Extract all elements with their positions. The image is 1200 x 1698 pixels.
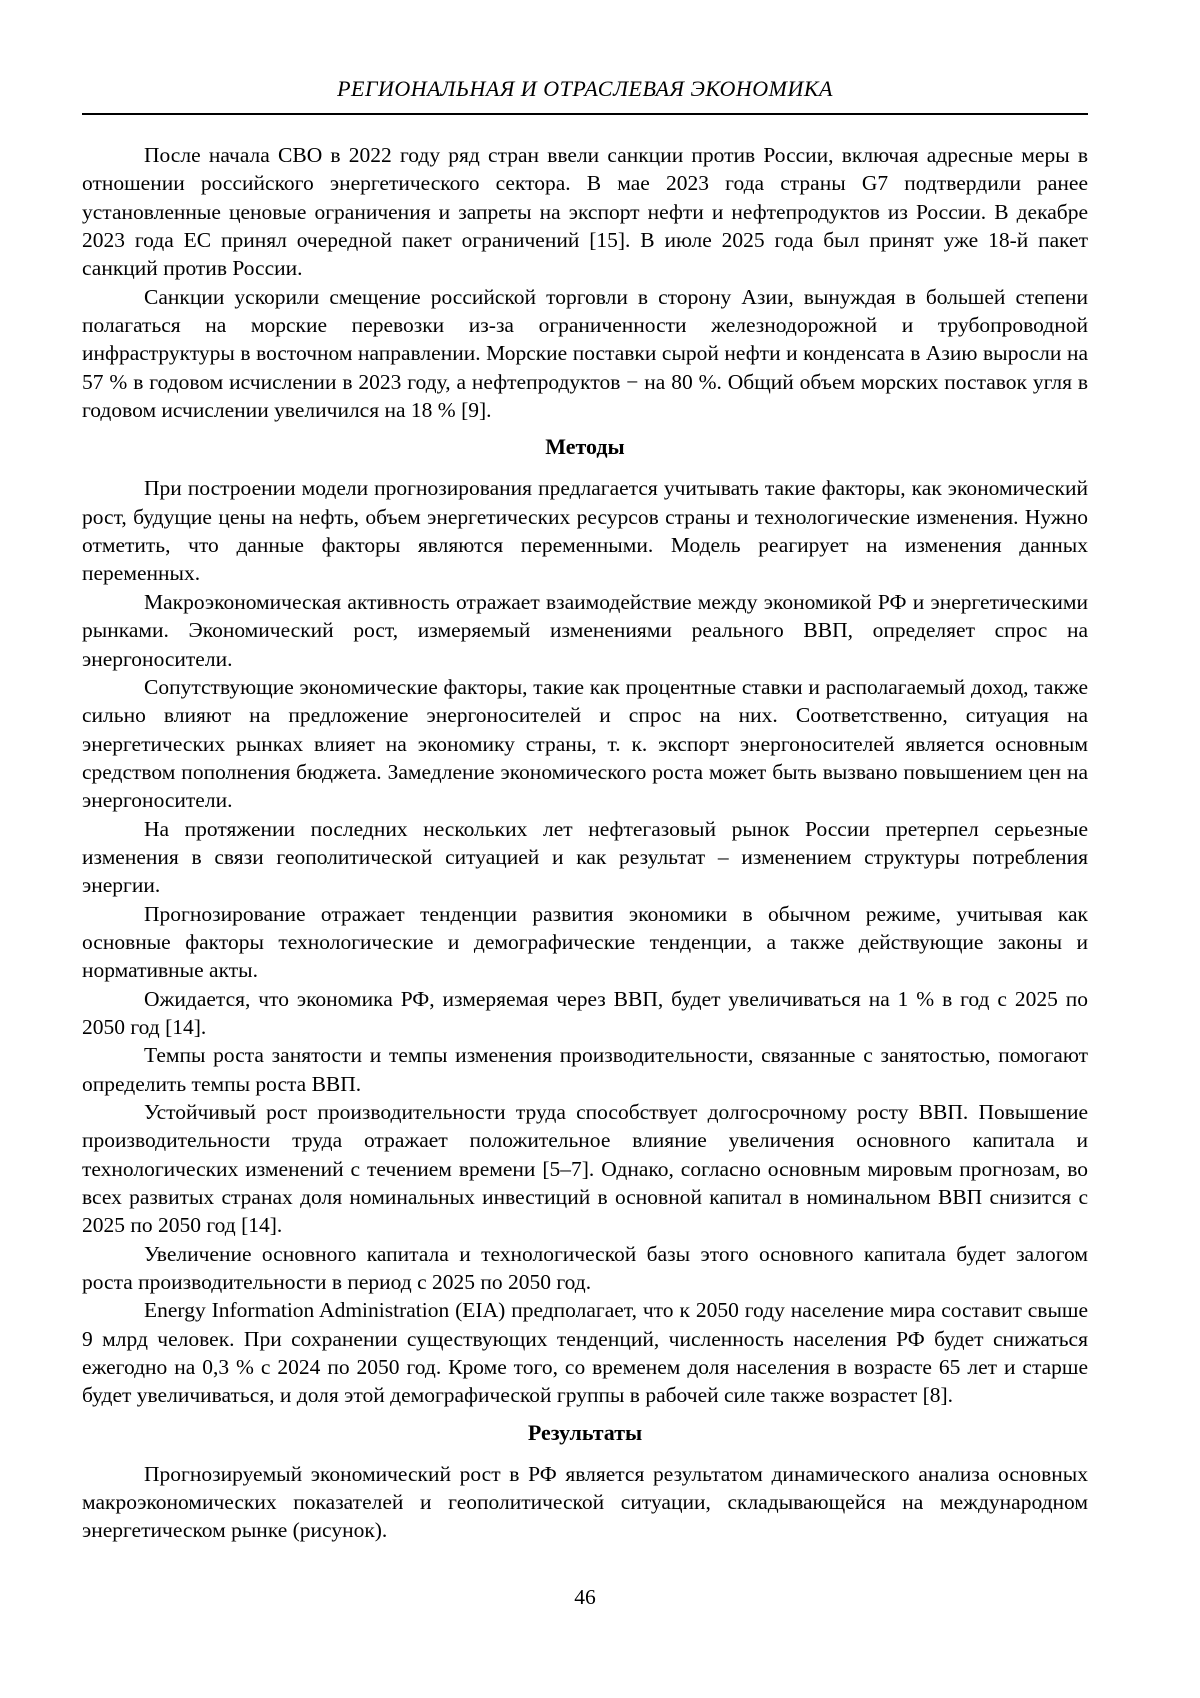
- running-head-title: РЕГИОНАЛЬНАЯ И ОТРАСЛЕВАЯ ЭКОНОМИКА: [337, 76, 833, 101]
- paragraph-employment-rates: Темпы роста занятости и темпы изменения производительности, связанные с занятостью, помогают определить темпы роста ВВП.: [82, 1043, 1088, 1096]
- section-heading-methods: Методы: [545, 434, 625, 460]
- paragraph-macro-activity: Макроэкономическая активность отражает взаимодействие между экономикой РФ и энергетическими рынками. Экономический рост, измеряемый изменениями реального ВВП, определяет спрос на энергоносители.: [82, 589, 1088, 671]
- page-number: 46: [574, 1585, 596, 1609]
- paragraph-trade-shift: Санкции ускорили смещение российской торговли в сторону Азии, вынуждая в большей степени полагаться на морские перевозки из-за ограниченности железнодорожной и трубопроводной инфраструктуры в восточном направлении. Морские поставки сырой нефти и конденсата в Азию выросли на 57 % в годовом исчислении в 2023 году, а нефтепродуктов − на 80 %. Общий объем морских поставок угля в годовом исчислении увеличился на 18 % [9].: [82, 284, 1088, 423]
- section-heading-results: Результаты: [527, 1419, 643, 1445]
- page-content: [82, 76, 1088, 1545]
- paragraph-eia-population: Energy Information Administration (EIA) предполагает, что к 2050 году население мира составит свыше 9 млрд человек. При сохранении существующих тенденций, численность населения РФ будет снижаться ежегодно на 0,3 % с 2024 по 2050 год. Кроме того, со временем доля населения в возрасте 65 лет и старше будет увеличиваться, и доля этой демографической группы в рабочей силе также возрастет [8].: [82, 1298, 1088, 1408]
- paragraph-gdp-growth: Ожидается, что экономика РФ, измеряемая через ВВП, будет увеличиваться на 1 % в год с 2025 по 2050 год [14].: [82, 986, 1088, 1039]
- paragraph-related-factors: Сопутствующие экономические факторы, такие как процентные ставки и располагаемый доход, также сильно влияют на предложение энергоносителей и спрос на них. Соответственно, ситуация на энергетических рынках влияет на экономику страны, т. к. экспорт энергоносителей является основным средством пополнения бюджета. Замедление экономического роста может быть вызвано повышением цен на энергоносители.: [82, 674, 1088, 813]
- article-body: [82, 141, 1088, 1545]
- paragraph-sanctions-intro: После начала СВО в 2022 году ряд стран ввели санкции против России, включая адресные меры в отношении российского энергетического сектора. В мае 2023 года страны G7 подтвердили ранее установленные ценовые ограничения и запреты на экспорт нефти и нефтепродуктов из России. В декабре 2023 года ЕС принял очередной пакет ограничений [15]. В июле 2025 года был принят уже 18-й пакет санкций против России.: [82, 143, 1088, 281]
- paragraph-model-factors: При построении модели прогнозирования предлагается учитывать такие факторы, как экономический рост, будущие цены на нефть, объем энергетических ресурсов страны и технологические изменения. Нужно отметить, что данные факторы являются переменными. Модель реагирует на изменения данных переменных.: [82, 476, 1088, 586]
- paragraph-capital-increase: Увеличение основного капитала и технологической базы этого основного капитала будет залогом роста производительности в период с 2025 по 2050 год.: [82, 1241, 1088, 1295]
- paragraph-results-intro: Прогнозируемый экономический рост в РФ является результатом динамического анализа основных макроэкономических показателей и геополитической ситуации, складывающейся на международном энергетическом рынке (рисунок).: [82, 1461, 1088, 1543]
- paragraph-oil-gas-market: На протяжении последних нескольких лет нефтегазовый рынок России претерпел серьезные изменения в связи геополитической ситуацией и как результат – изменением структуры потребления энергии.: [82, 816, 1088, 898]
- paragraph-productivity: Устойчивый рост производительности труда способствует долгосрочному росту ВВП. Повышение производительности труда отражает положительное влияние увеличения основного капитала и технологических изменений с течением времени [5–7]. Однако, согласно основным мировым прогнозам, во всех развитых странах доля номинальных инвестиций в основной капитал в номинальном ВВП снизится с 2025 по 2050 год [14].: [82, 1100, 1088, 1238]
- running-head: [82, 76, 1088, 115]
- paragraph-forecast-trends: Прогнозирование отражает тенденции развития экономики в обычном режиме, учитывая как основные факторы технологические и демографические тенденции, а также действующие законы и нормативные акты.: [82, 901, 1088, 983]
